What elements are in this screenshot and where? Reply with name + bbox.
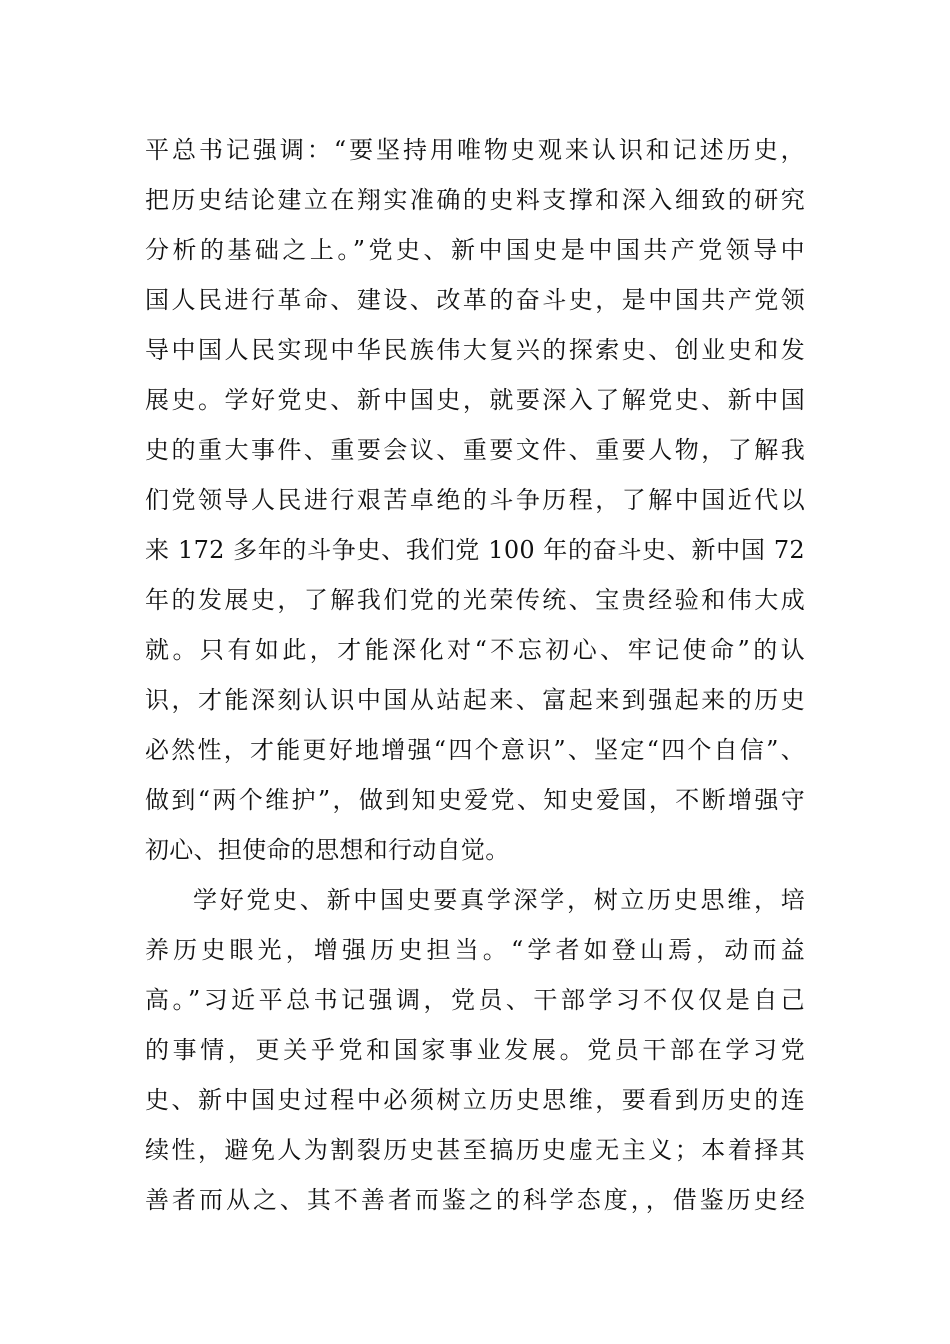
- text-line: 分析的基础之上。”党史、新中国史是中国共产党领导中: [145, 236, 805, 264]
- text-line: 们党领导人民进行艰苦卓绝的斗争历程，了解中国近代以: [145, 486, 805, 514]
- text-line: 就。只有如此，才能深化对“不忘初心、牢记使命”的认: [145, 636, 805, 664]
- text-line: 国人民进行革命、建设、改革的奋斗史，是中国共产党领: [145, 286, 805, 314]
- text-line: 来 172 多年的斗争史、我们党 100 年的奋斗史、新中国 72: [145, 536, 805, 564]
- text-line: 善者而从之、其不善者而鉴之的科学态度，，借鉴历史经: [145, 1186, 805, 1214]
- text-line: 续性，避免人为割裂历史甚至搞历史虚无主义；本着择其: [145, 1136, 805, 1164]
- text-line: 展史。学好党史、新中国史，就要深入了解党史、新中国: [145, 386, 805, 414]
- text-line: 必然性，才能更好地增强“四个意识”、坚定“四个自信”、: [145, 736, 805, 764]
- text-line: 导中国人民实现中华民族伟大复兴的探索史、创业史和发: [145, 336, 805, 364]
- text-line: 年的发展史，了解我们党的光荣传统、宝贵经验和伟大成: [145, 586, 805, 614]
- text-line: 初心、担使命的思想和行动自觉。: [145, 836, 510, 864]
- text-line: 做到“两个维护”，做到知史爱党、知史爱国，不断增强守: [145, 786, 805, 814]
- text-line: 的事情，更关乎党和国家事业发展。党员干部在学习党: [145, 1036, 805, 1064]
- text-line: 高。”习近平总书记强调，党员、干部学习不仅仅是自己: [145, 986, 805, 1014]
- text-line: 识，才能深刻认识中国从站起来、富起来到强起来的历史: [145, 686, 805, 714]
- text-line: 学好党史、新中国史要真学深学，树立历史思维，培: [193, 886, 805, 914]
- text-line: 平总书记强调：“要坚持用唯物史观来认识和记述历史，: [145, 136, 805, 164]
- text-line: 把历史结论建立在翔实准确的史料支撑和深入细致的研究: [145, 186, 805, 214]
- text-line: 养历史眼光，增强历史担当。“学者如登山焉，动而益: [145, 936, 805, 964]
- text-line: 史的重大事件、重要会议、重要文件、重要人物，了解我: [145, 436, 805, 464]
- text-line: 史、新中国史过程中必须树立历史思维，要看到历史的连: [145, 1086, 805, 1114]
